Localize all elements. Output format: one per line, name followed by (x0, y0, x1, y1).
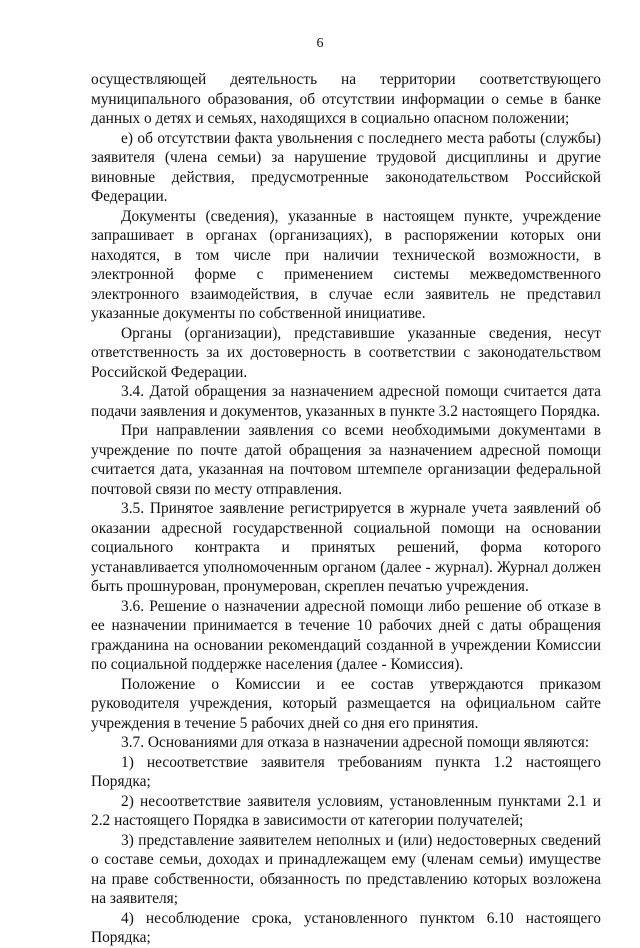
paragraph: 4) несоблюдение срока, установленного пунктом 6.10 настоящего Порядка; (91, 909, 601, 946)
paragraph: Органы (организации), представившие указанные сведения, несут ответственность за их достоверность в соответствии с законодательством Российской Федерации. (91, 324, 601, 381)
paragraph: 3.4. Датой обращения за назначением адресной помощи считается дата подачи заявления и документов, указанных в пункте 3.2 настоящего Порядка. (91, 383, 601, 420)
document-body (91, 70, 601, 948)
paragraph: Документы (сведения), указанные в настоящем пункте, учреждение запрашивает в органах (организациях), в распоряжении которых они находятся, в том числе при наличии технической возможности, в электронной форме с применением системы межведомственного электронного взаимодействия, в случае если заявитель не представил указанные документы по собственной инициативе. (91, 207, 601, 322)
paragraph: 2) несоответствие заявителя условиям, установленным пунктами 2.1 и 2.2 настоящего Порядка в зависимости от категории получателей; (91, 792, 601, 829)
paragraph: 3.7. Основаниями для отказа в назначении адресной помощи являются: (121, 734, 590, 751)
paragraph: При направлении заявления со всеми необходимыми документами в учреждение по почте датой обращения за назначением адресной помощи считается дата, указанная на почтовом штемпеле организации федеральной почтовой связи по месту отправления. (91, 422, 601, 498)
paragraph: е) об отсутствии факта увольнения с последнего места работы (службы) заявителя (члена семьи) за нарушение трудовой дисциплины и другие виновные действия, предусмотренные законодательством Российской Федерации. (91, 129, 601, 205)
paragraph: осуществляющей деятельность на территории соответствующего муниципального образования, об отсутствии информации о семье в банке данных о детях и семьях, находящихся в социально опасном положении; (91, 71, 601, 127)
paragraph: 1) несоответствие заявителя требованиям пункта 1.2 настоящего Порядка; (91, 753, 601, 790)
paragraph: Положение о Комиссии и ее состав утверждаются приказом руководителя учреждения, который размещается на официальном сайте учреждения в течение 5 рабочих дней со дня его принятия. (91, 675, 601, 732)
paragraph: 3.5. Принятое заявление регистрируется в журнале учета заявлений об оказании адресной государственной социальной помощи на основании социального контракта и принятых решений, форма которого устанавливается уполномоченным органом (далее - журнал). Журнал должен быть прошнурован, пронумерован, скреплен печатью учреждения. (91, 500, 601, 595)
paragraph: 3.6. Решение о назначении адресной помощи либо решение об отказе в ее назначении принимается в течение 10 рабочих дней с даты обращения гражданина на основании рекомендаций созданной в учреждении Комиссии по социальной поддержке населения (далее - Комиссия). (91, 597, 601, 673)
paragraph: 3) представление заявителем неполных и (или) недостоверных сведений о составе семьи, доходах и принадлежащем ему (членам семьи) имуществе на праве собственности, обязанность по представлению которых возложена на заявителя; (91, 831, 601, 907)
page-number: 6 (316, 36, 324, 51)
